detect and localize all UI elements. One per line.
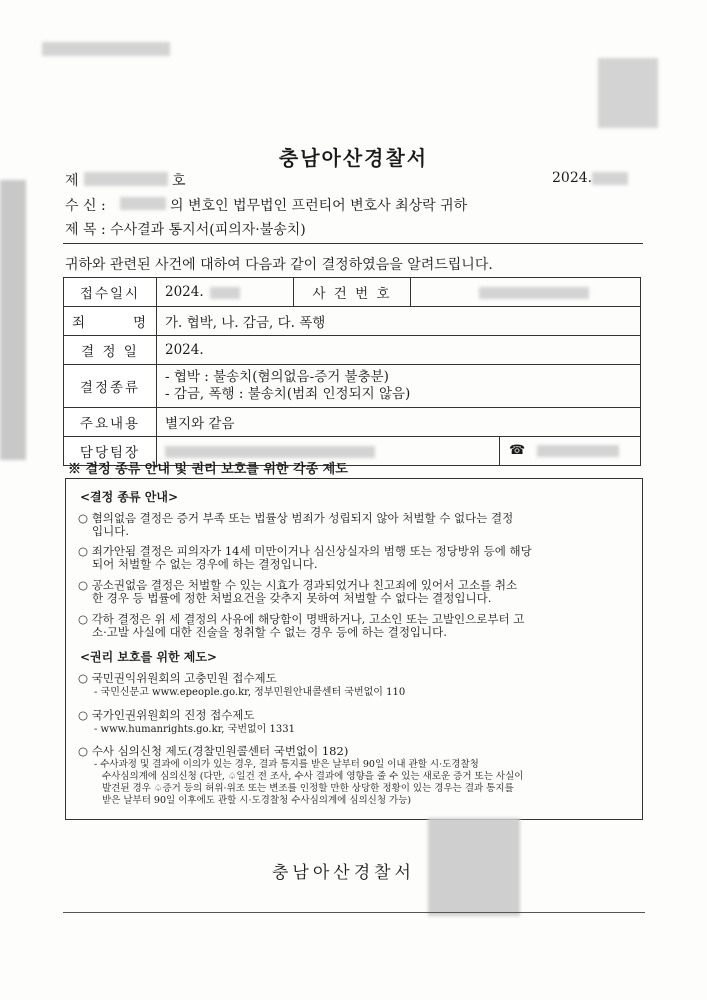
rights-item-3-sub-3: 발견된 경우 ♤증거 등의 허위·위조 또는 변조를 인정할 만한 상당한 정황이 있는 경우는 결과 통지를 — [102, 783, 514, 794]
rights-item-3-sub-4: 받은 날부터 90일 이후에도 관할 시·도경찰청 수사심의계에 심의신청 가능) — [102, 795, 412, 806]
main-content-label: 주요내용 — [64, 408, 157, 437]
decision-date-value: 2024. — [157, 336, 641, 365]
redaction-top-right — [598, 58, 658, 128]
doc-number-suffix: 호 — [172, 173, 186, 189]
case-info-table — [63, 277, 641, 466]
decision-type-line-1: - 협박 : 불송치(혐의없음-증거 불충분) — [165, 369, 389, 385]
decision-guide-heading: <결정 종류 안내> — [80, 490, 179, 504]
rights-item-2-sub: - www.humanrights.go.kr, 국번없이 1331 — [94, 724, 295, 735]
officer-label: 담당팀장 — [64, 437, 157, 466]
intro-text: 귀하와 관련된 사건에 대하여 다음과 같이 결정하였음을 알려드립니다. — [65, 257, 493, 273]
footer-signature: 충남아산경찰서 — [272, 863, 415, 883]
rights-heading: <권리 보호를 위한 제도> — [80, 650, 217, 664]
official-seal-redaction — [428, 818, 520, 916]
guide-item-1-line-2: 입니다. — [92, 524, 129, 538]
guide-item-4-line-1: ○ 각하 결정은 위 세 결정의 사유에 해당함이 명백하거나, 고소인 또는 고발인으로부터 고 — [78, 612, 525, 626]
rights-item-1-sub: - 국민신문고 www.epeople.go.kr, 정부민원안내콜센터 국번없이 110 — [94, 687, 406, 698]
guide-item-3-line-2: 한 경우 등 법률에 정한 처벌요건을 갖추지 못하여 처벌할 수 없다는 결정입니다. — [92, 591, 492, 605]
receipt-date-value: 2024. — [157, 278, 294, 307]
rights-item-1: ○ 국민권익위원회의 고충민원 접수제도 — [78, 671, 277, 685]
charge-label: 죄 명 — [64, 307, 157, 336]
rights-item-3-sub-2: 수사심의계에 심의신청 (다만, ♤일건 전 조사, 수사 결과에 영향을 줄 수 있는 새로운 증거 또는 사실이 — [102, 771, 524, 782]
notice-box — [65, 478, 643, 820]
guide-item-4-line-2: 소·고발 사실에 대한 진술을 청취할 수 없는 경우 등에 하는 결정입니다. — [92, 625, 447, 639]
receipt-date-label: 접수일시 — [64, 278, 157, 307]
header-divider — [63, 243, 643, 244]
main-content-value: 별지와 같음 — [157, 408, 641, 437]
decision-type-value — [157, 365, 641, 408]
redaction-doc-number — [84, 172, 168, 186]
guide-item-2-line-2: 되어 처벌할 수 없는 경우에 하는 결정입니다. — [92, 557, 318, 571]
rights-item-2: ○ 국가인권위원회의 진정 접수제도 — [78, 708, 255, 722]
guide-item-3-line-1: ○ 공소권없음 결정은 처벌할 수 있는 시효가 경과되었거나 친고죄에 있어서 고소를 취소 — [78, 578, 518, 592]
decision-type-label: 결정종류 — [64, 365, 157, 408]
decision-date-label: 결 정 일 — [64, 336, 157, 365]
rights-item-3: ○ 수사 심의신청 제도(경찰민원콜센터 국번없이 182) — [78, 744, 349, 758]
guide-item-1-line-1: ○ 혐의없음 결정은 증거 부족 또는 법률상 범죄가 성립되지 않아 처벌할 수 없다는 결정 — [78, 511, 514, 525]
rights-item-3-sub-1: - 수사과정 및 결과에 이의가 있는 경우, 결과 통지를 받은 날부터 90일 이내 관할 시·도경찰청 — [94, 759, 479, 770]
redaction-left-margin — [0, 180, 26, 460]
redaction-date — [592, 172, 628, 185]
phone-icon: ☎ — [509, 443, 526, 458]
redaction-top-left — [42, 42, 170, 56]
page-title: 충남아산경찰서 — [278, 146, 429, 170]
redaction-recipient — [120, 197, 166, 210]
recipient-label: 수 신 : — [65, 198, 106, 214]
footer-divider — [63, 912, 645, 913]
case-number-label: 사 건 번 호 — [294, 278, 411, 307]
document-date: 2024. — [552, 170, 593, 186]
recipient-text: 의 변호인 법무법인 프런티어 변호사 최상락 귀하 — [170, 198, 468, 214]
decision-type-line-2: - 감금, 폭행 : 불송치(범죄 인정되지 않음) — [165, 386, 411, 402]
charge-value: 가. 협박, 나. 감금, 다. 폭행 — [157, 307, 641, 336]
doc-number-prefix: 제 — [65, 173, 79, 189]
case-number-value — [411, 278, 641, 307]
subject-line: 제 목 : 수사결과 통지서(피의자·불송치) — [65, 222, 306, 238]
notice-heading: ※ 결정 종류 안내 및 권리 보호를 위한 각종 제도 — [68, 462, 348, 477]
guide-item-2-line-1: ○ 죄가안됨 결정은 피의자가 14세 미만이거나 심신상실자의 범행 또는 정당방위 등에 해당 — [78, 544, 532, 558]
